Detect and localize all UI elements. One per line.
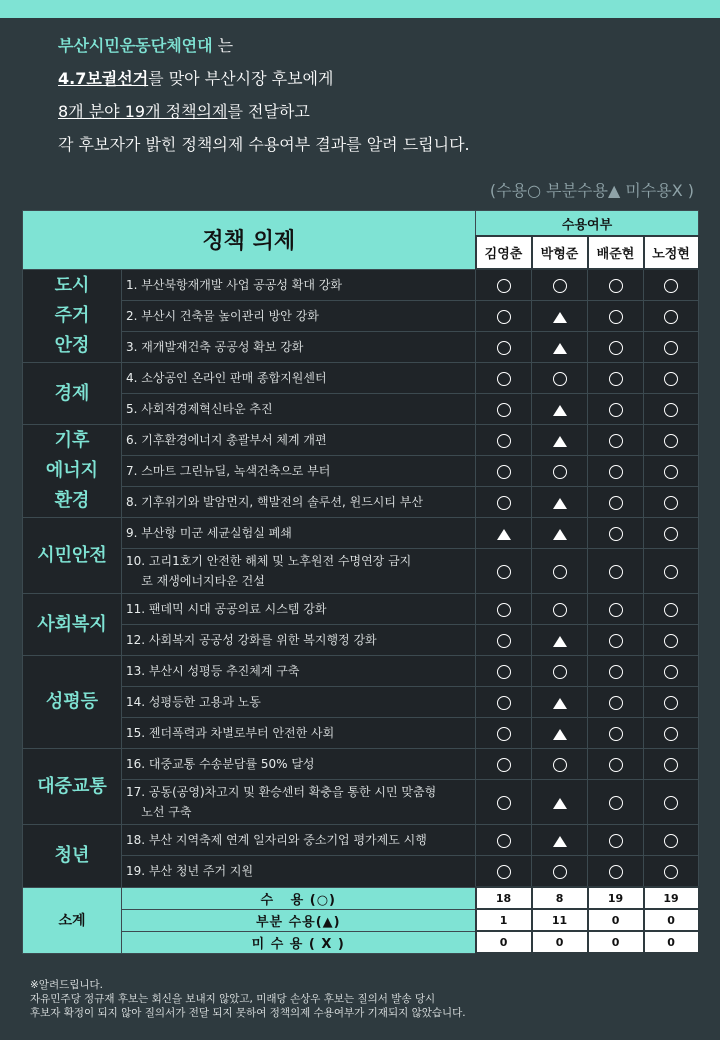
accept-circle-icon [497, 496, 511, 510]
acceptance-mark [588, 625, 644, 656]
policy-item: 3. 재개발재건축 공공성 확보 강화 [122, 332, 476, 363]
partial-accept-triangle-icon [553, 836, 567, 847]
accept-circle-icon [664, 565, 678, 579]
acceptance-mark [476, 487, 532, 518]
accept-circle-icon [609, 865, 623, 879]
acceptance-mark [644, 518, 699, 549]
subtotal-value: 1 [476, 909, 532, 931]
acceptance-mark [532, 301, 588, 332]
accept-circle-icon [497, 603, 511, 617]
accept-circle-icon [553, 603, 567, 617]
policy-item: 15. 젠더폭력과 차별로부터 안전한 사회 [122, 718, 476, 749]
table-row [23, 363, 699, 394]
policy-item: 9. 부산항 미군 세균실험실 폐쇄 [122, 518, 476, 549]
notice-line-1: 자유민주당 정규재 후보는 회신을 보내지 않았고, 미래당 손상우 후보는 질의서 발송 당시 [30, 993, 436, 1005]
acceptance-mark [588, 718, 644, 749]
accept-circle-icon [553, 665, 567, 679]
acceptance-mark [476, 625, 532, 656]
acceptance-mark [588, 749, 644, 780]
subtotal-value: 0 [588, 909, 644, 931]
accept-circle-icon [609, 310, 623, 324]
partial-accept-triangle-icon [553, 405, 567, 416]
subtotal-row [23, 931, 699, 953]
partial-accept-triangle-icon [553, 498, 567, 509]
acceptance-mark [532, 363, 588, 394]
accept-circle-icon [664, 496, 678, 510]
accept-circle-icon [664, 434, 678, 448]
table-row [23, 394, 699, 425]
partial-accept-triangle-icon [553, 436, 567, 447]
category-label: 청년 [23, 825, 122, 888]
policy-item: 19. 부산 청년 주거 지원 [122, 856, 476, 888]
partial-accept-triangle-icon [497, 529, 511, 540]
subtotal-value: 19 [644, 887, 699, 909]
acceptance-mark [588, 594, 644, 625]
notice-line-2: 후보자 확정이 되지 않아 질의서가 전달 되지 못하여 정책의제 수용여부가 기재되지 않았습니다. [30, 1007, 466, 1019]
accept-circle-icon [497, 834, 511, 848]
accept-circle-icon [664, 603, 678, 617]
accept-circle-icon [664, 634, 678, 648]
acceptance-mark [644, 780, 699, 825]
acceptance-mark [644, 487, 699, 518]
acceptance-mark [588, 487, 644, 518]
table-row [23, 269, 699, 301]
acceptance-mark [532, 594, 588, 625]
acceptance-mark [476, 594, 532, 625]
policy-item: 2. 부산시 건축물 높이관리 방안 강화 [122, 301, 476, 332]
intro-line-3 [58, 102, 698, 121]
subtotal-value: 0 [644, 909, 699, 931]
policy-item: 4. 소상공인 온라인 판매 종합지원센터 [122, 363, 476, 394]
policy-item: 18. 부산 지역축제 연계 일자리와 중소기업 평가제도 시행 [122, 825, 476, 856]
table-row [23, 856, 699, 888]
acceptance-mark [532, 394, 588, 425]
accept-circle-icon [609, 341, 623, 355]
acceptance-mark [588, 269, 644, 301]
acceptance-mark [532, 780, 588, 825]
table-row [23, 749, 699, 780]
subtotal-value: 0 [532, 931, 588, 953]
acceptance-mark [532, 825, 588, 856]
acceptance-mark [476, 332, 532, 363]
accept-circle-icon [553, 865, 567, 879]
category-label: 대중교통 [23, 749, 122, 825]
accept-circle-icon [553, 758, 567, 772]
acceptance-mark [644, 625, 699, 656]
acceptance-mark [476, 363, 532, 394]
accept-circle-icon [553, 565, 567, 579]
acceptance-mark [588, 456, 644, 487]
subtotal-value: 0 [588, 931, 644, 953]
subtotal-value: 18 [476, 887, 532, 909]
policy-item: 17. 공동(공영)차고지 및 환승센터 확충을 통한 시민 맞춤형 노선 구축 [122, 780, 476, 825]
subtotal-value: 8 [532, 887, 588, 909]
acceptance-mark [476, 687, 532, 718]
acceptance-mark [476, 269, 532, 301]
acceptance-mark [588, 687, 644, 718]
acceptance-mark [588, 549, 644, 594]
acceptance-mark [532, 332, 588, 363]
mark-legend: (수용○ 부분수용▲ 미수용X ) [489, 181, 694, 200]
accept-circle-icon [609, 634, 623, 648]
acceptance-mark [644, 749, 699, 780]
acceptance-mark [644, 394, 699, 425]
accept-circle-icon [497, 310, 511, 324]
acceptance-mark [644, 456, 699, 487]
acceptance-mark [476, 518, 532, 549]
table-row [23, 518, 699, 549]
accept-circle-icon [497, 865, 511, 879]
accept-circle-icon [609, 796, 623, 810]
acceptance-mark [588, 332, 644, 363]
accept-circle-icon [497, 465, 511, 479]
accept-circle-icon [497, 634, 511, 648]
accept-circle-icon [609, 758, 623, 772]
table-row [23, 594, 699, 625]
accept-circle-icon [609, 603, 623, 617]
intro-text [58, 36, 698, 168]
accept-circle-icon [609, 434, 623, 448]
accept-circle-icon [553, 465, 567, 479]
accept-circle-icon [664, 465, 678, 479]
acceptance-mark [532, 856, 588, 888]
acceptance-mark [588, 394, 644, 425]
policy-count: 8개 분야 19개 정책의제 [58, 102, 228, 121]
category-label: 도시 주거 안정 [23, 269, 122, 363]
acceptance-mark [644, 718, 699, 749]
policy-item: 1. 부산북항재개발 사업 공공성 확대 강화 [122, 269, 476, 301]
category-label: 사회복지 [23, 594, 122, 656]
accept-circle-icon [664, 727, 678, 741]
organization-name: 부산시민운동단체연대 [58, 36, 213, 55]
accept-circle-icon [664, 865, 678, 879]
election-name: 4.7보궐선거 [58, 69, 149, 88]
accept-circle-icon [497, 758, 511, 772]
policy-item: 7. 스마트 그린뉴딜, 녹색건축으로 부터 [122, 456, 476, 487]
table-row [23, 718, 699, 749]
subtotal-value: 11 [532, 909, 588, 931]
subtotal-label: 소계 [23, 887, 122, 953]
partial-accept-triangle-icon [553, 343, 567, 354]
acceptance-mark [588, 425, 644, 456]
partial-accept-triangle-icon [553, 312, 567, 323]
accept-circle-icon [553, 279, 567, 293]
policy-item: 11. 팬데믹 시대 공공의료 시스템 강화 [122, 594, 476, 625]
accept-circle-icon [497, 372, 511, 386]
acceptance-mark [532, 549, 588, 594]
table-row [23, 487, 699, 518]
acceptance-mark [588, 363, 644, 394]
acceptance-mark [644, 363, 699, 394]
intro-line-3-rest: 를 전달하고 [227, 102, 310, 121]
acceptance-mark [644, 656, 699, 687]
subtotal-value: 0 [476, 931, 532, 953]
accept-circle-icon [664, 279, 678, 293]
accept-circle-icon [664, 796, 678, 810]
acceptance-mark [644, 825, 699, 856]
subtotal-row [23, 887, 699, 909]
accept-circle-icon [497, 696, 511, 710]
acceptance-mark [476, 749, 532, 780]
accept-circle-icon [609, 279, 623, 293]
acceptance-mark [532, 269, 588, 301]
notice [30, 978, 466, 1020]
acceptance-mark [476, 718, 532, 749]
acceptance-mark [476, 394, 532, 425]
accept-circle-icon [553, 372, 567, 386]
accept-circle-icon [664, 527, 678, 541]
subtotal-type: 미 수 용 ( X ) [122, 931, 476, 953]
accept-circle-icon [664, 341, 678, 355]
table-row [23, 656, 699, 687]
acceptance-mark [588, 856, 644, 888]
acceptance-header: 수용여부 [476, 211, 699, 237]
acceptance-mark [532, 487, 588, 518]
partial-accept-triangle-icon [553, 698, 567, 709]
table-row [23, 549, 699, 594]
table-row [23, 332, 699, 363]
accept-circle-icon [664, 372, 678, 386]
subtotal-value: 19 [588, 887, 644, 909]
policy-table [22, 210, 700, 954]
acceptance-mark [532, 749, 588, 780]
acceptance-mark [532, 718, 588, 749]
accept-circle-icon [609, 696, 623, 710]
acceptance-mark [588, 780, 644, 825]
policy-item: 13. 부산시 성평등 추진체계 구축 [122, 656, 476, 687]
acceptance-mark [476, 425, 532, 456]
intro-line-1 [58, 36, 698, 55]
acceptance-mark [588, 825, 644, 856]
table-row [23, 780, 699, 825]
acceptance-mark [588, 518, 644, 549]
acceptance-mark [644, 549, 699, 594]
partial-accept-triangle-icon [553, 529, 567, 540]
accept-circle-icon [664, 758, 678, 772]
acceptance-mark [532, 656, 588, 687]
subtotal-value: 0 [644, 931, 699, 953]
acceptance-mark [588, 301, 644, 332]
acceptance-mark [532, 518, 588, 549]
acceptance-mark [644, 332, 699, 363]
policy-item: 8. 기후위기와 발암먼지, 핵발전의 솔루션, 윈드시티 부산 [122, 487, 476, 518]
policy-item: 5. 사회적경제혁신타운 추진 [122, 394, 476, 425]
accept-circle-icon [609, 565, 623, 579]
accept-circle-icon [664, 665, 678, 679]
acceptance-mark [644, 269, 699, 301]
subtotal-row [23, 909, 699, 931]
acceptance-mark [588, 656, 644, 687]
accept-circle-icon [497, 341, 511, 355]
policy-item: 12. 사회복지 공공성 강화를 위한 복지행정 강화 [122, 625, 476, 656]
accept-circle-icon [609, 372, 623, 386]
candidate-name: 박형준 [532, 236, 588, 269]
accept-circle-icon [609, 496, 623, 510]
accept-circle-icon [664, 403, 678, 417]
subtotal-type: 부분 수용(▲) [122, 909, 476, 931]
candidate-name: 김영춘 [476, 236, 532, 269]
accept-circle-icon [497, 565, 511, 579]
accept-circle-icon [664, 834, 678, 848]
category-label: 성평등 [23, 656, 122, 749]
policy-item: 10. 고리1호기 안전한 해체 및 노후원전 수명연장 금지 로 재생에너지타운 건설 [122, 549, 476, 594]
acceptance-mark [476, 549, 532, 594]
partial-accept-triangle-icon [553, 729, 567, 740]
table-row [23, 687, 699, 718]
policy-item: 6. 기후환경에너지 총괄부서 체계 개편 [122, 425, 476, 456]
acceptance-mark [532, 456, 588, 487]
category-label: 경제 [23, 363, 122, 425]
acceptance-mark [532, 625, 588, 656]
accept-circle-icon [609, 665, 623, 679]
category-label: 기후 에너지 환경 [23, 425, 122, 518]
intro-line-2-rest: 를 맞아 부산시장 후보에게 [148, 69, 334, 88]
acceptance-mark [644, 301, 699, 332]
accept-circle-icon [609, 527, 623, 541]
policy-item: 14. 성평등한 고용과 노동 [122, 687, 476, 718]
accept-circle-icon [609, 727, 623, 741]
accept-circle-icon [609, 834, 623, 848]
acceptance-mark [644, 856, 699, 888]
acceptance-mark [476, 301, 532, 332]
accept-circle-icon [497, 727, 511, 741]
top-accent-bar [0, 0, 720, 18]
acceptance-mark [476, 656, 532, 687]
category-label: 시민안전 [23, 518, 122, 594]
notice-title: ※알려드립니다. [30, 979, 103, 991]
intro-line-2 [58, 69, 698, 88]
partial-accept-triangle-icon [553, 798, 567, 809]
accept-circle-icon [497, 665, 511, 679]
intro-line-4: 각 후보자가 밝힌 정책의제 수용여부 결과를 알려 드립니다. [58, 135, 470, 154]
accept-circle-icon [497, 403, 511, 417]
accept-circle-icon [497, 434, 511, 448]
table-row [23, 301, 699, 332]
acceptance-mark [532, 687, 588, 718]
table-row [23, 625, 699, 656]
candidate-name: 배준현 [588, 236, 644, 269]
acceptance-mark [532, 425, 588, 456]
table-row [23, 456, 699, 487]
table-row [23, 425, 699, 456]
acceptance-mark [476, 856, 532, 888]
accept-circle-icon [497, 279, 511, 293]
accept-circle-icon [497, 796, 511, 810]
accept-circle-icon [664, 310, 678, 324]
acceptance-mark [476, 456, 532, 487]
acceptance-mark [644, 425, 699, 456]
accept-circle-icon [609, 465, 623, 479]
accept-circle-icon [609, 403, 623, 417]
policy-item: 16. 대중교통 수송분담률 50% 달성 [122, 749, 476, 780]
accept-circle-icon [664, 696, 678, 710]
partial-accept-triangle-icon [553, 636, 567, 647]
acceptance-mark [644, 687, 699, 718]
acceptance-mark [476, 825, 532, 856]
acceptance-mark [476, 780, 532, 825]
intro-line-1-rest: 는 [212, 36, 234, 55]
table-title: 정책 의제 [23, 211, 476, 270]
acceptance-mark [644, 594, 699, 625]
subtotal-type: 수 용 (○) [122, 887, 476, 909]
candidate-name: 노정현 [644, 236, 699, 269]
table-row [23, 825, 699, 856]
